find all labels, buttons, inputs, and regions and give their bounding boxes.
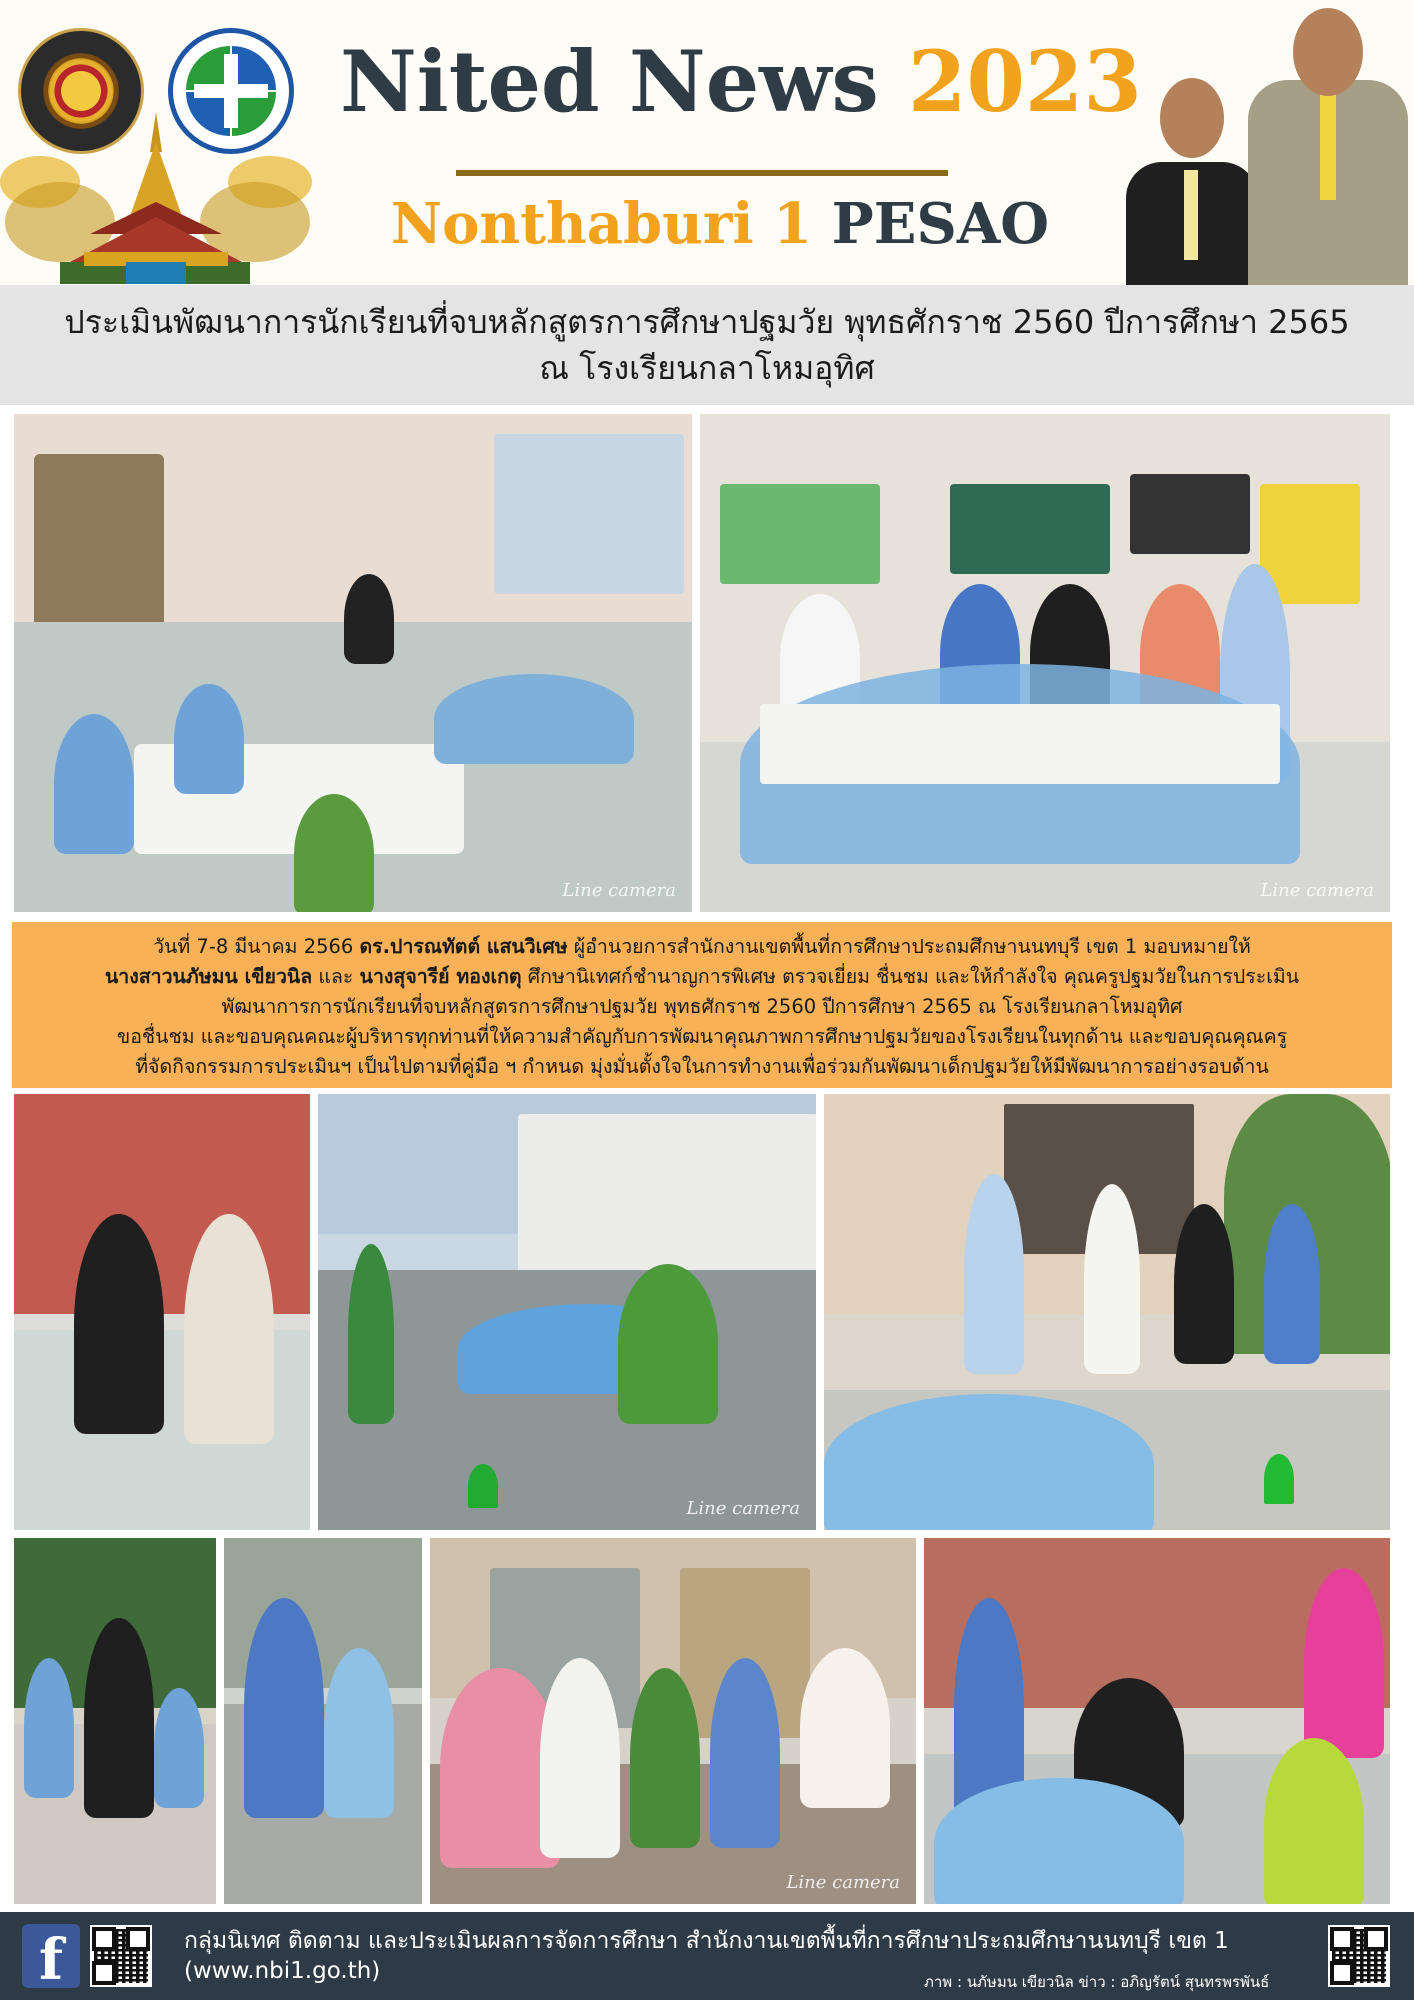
photo-classroom-observation	[922, 1536, 1392, 1906]
caption-line-1	[28, 932, 1376, 962]
photo-classroom-table-activity	[12, 412, 694, 914]
photo-group-with-certificates	[698, 412, 1392, 914]
title-year: 2023	[908, 32, 1142, 131]
temple-illustration	[0, 112, 312, 284]
caption-line-3: พัฒนาการการนักเรียนที่จบหลักสูตรการศึกษาปฐมวัย พุทธศักราช 2560 ปีการศึกษา 2565 ณ โรงเรียนกลาโหมอุทิศ	[221, 995, 1183, 1018]
photo-stamp: Line camera	[686, 1498, 800, 1519]
caption-director-name: ดร.ปารณทัตต์ แสนวิเศษ	[359, 935, 568, 958]
photo-teacher-with-child	[12, 1536, 218, 1906]
headline-line-1: ประเมินพัฒนาการนักเรียนที่จบหลักสูตรการศึกษาปฐมวัย พุทธศักราช 2560 ปีการศึกษา 2565	[64, 303, 1350, 341]
title-divider	[456, 170, 948, 176]
newsletter-title	[340, 32, 1142, 131]
photo-teacher-guiding-girl	[222, 1536, 424, 1906]
headline-band	[0, 285, 1414, 405]
executive-portrait	[1248, 8, 1408, 285]
caption-supervisor-2: นางสุจารีย์ ทองเกตุ	[359, 965, 522, 988]
qr-code-icon[interactable]	[90, 1925, 152, 1987]
photo-supervisors-at-entrance	[822, 1092, 1392, 1532]
photo-stamp: Line camera	[786, 1872, 900, 1893]
caption-line-5: ที่จัดกิจกรรมการประเมินฯ เป็นไปตามที่คู่มือ ฯ กำหนด มุ่งมั่นตั้งใจในการทำงานเพื่อร่วมกันพัฒนาเด็กปฐมวัยให้มีพัฒนาการอย่างรอบด้าน	[135, 1055, 1269, 1078]
caption-date: วันที่ 7-8 มีนาคม 2566	[153, 935, 360, 958]
subtitle-area: Nonthaburi 1	[390, 191, 813, 257]
subtitle-office: PESAO	[831, 191, 1050, 257]
photo-teachers-reviewing	[12, 1092, 312, 1532]
footer-org-name: กลุ่มนิเทศ ติดตาม และประเมินผลการจัดการศึกษา สำนักงานเขตพื้นที่การศึกษาประถมศึกษานนทบุรี เขต 1	[184, 1928, 1229, 1954]
footer-bar	[0, 1912, 1414, 2000]
title-name: Nited News	[340, 32, 879, 131]
photo-meeting-with-teachers	[428, 1536, 918, 1906]
photo-outdoor-exercise	[316, 1092, 818, 1532]
news-caption	[12, 922, 1392, 1088]
caption-conjunction: และ	[312, 965, 360, 988]
footer-website-link[interactable]: (www.nbi1.go.th)	[184, 1958, 381, 1984]
headline-line-2: ณ โรงเรียนกลาโหมอุทิศ	[539, 349, 875, 387]
caption-line-4: ขอชื่นชม และขอบคุณคณะผู้บริหารทุกท่านที่ให้ความสำคัญกับการพัฒนาคุณภาพการศึกษาปฐมวัยของโรงเรียนในทุกด้าน และขอบคุณคุณครู	[116, 1025, 1288, 1048]
facebook-icon[interactable]: f	[22, 1924, 80, 1988]
photo-stamp: Line camera	[1260, 880, 1374, 901]
photo-stamp: Line camera	[562, 880, 676, 901]
caption-line-2	[28, 962, 1376, 992]
footer-credit: ภาพ : นภัษมน เขียวนิล ข่าว : อภิญรัตน์ สุนทรพรพันธ์	[924, 1973, 1270, 1991]
caption-line-2-rest: ศึกษานิเทศก์ชำนาญการพิเศษ ตรวจเยี่ยม ชื่นชม และให้กำลังใจ คุณครูปฐมวัยในการประเมิน	[521, 965, 1300, 988]
header-banner	[0, 0, 1414, 285]
caption-supervisor-1: นางสาวนภัษมน เขียวนิล	[104, 965, 313, 988]
caption-line-1-rest: ผู้อำนวยการสำนักงานเขตพื้นที่การศึกษาประถมศึกษานนทบุรี เขต 1 มอบหมายให้	[567, 935, 1251, 958]
newsletter-subtitle	[360, 191, 1080, 257]
director-portrait	[1126, 78, 1258, 285]
qr-code-icon[interactable]	[1328, 1925, 1390, 1987]
